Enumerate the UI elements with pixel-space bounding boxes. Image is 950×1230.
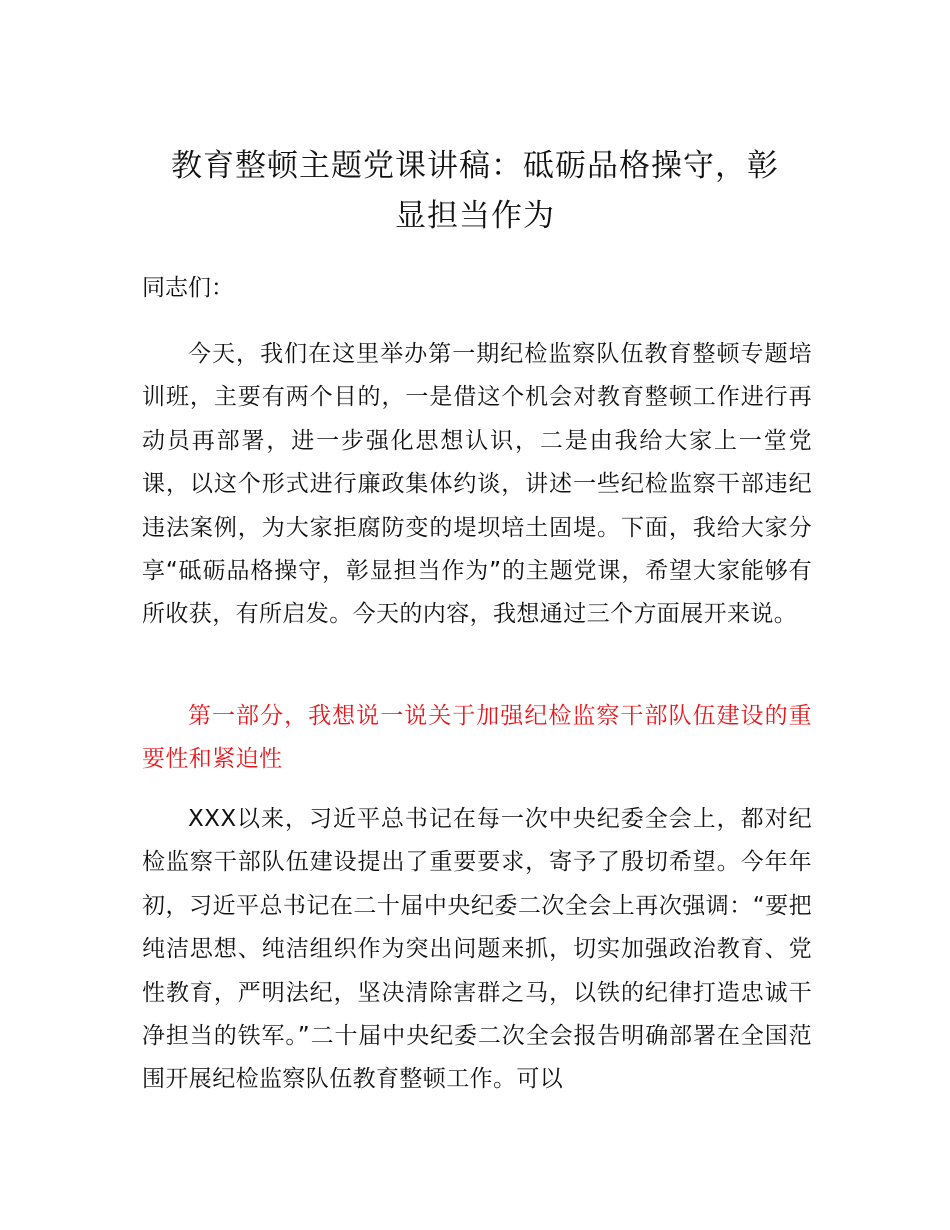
paragraph-intro: 今天，我们在这里举办第一期纪检监察队伍教育整顿专题培训班，主要有两个目的，一是借这个机会对教育整顿工作进行再动员再部署，进一步强化思想认识，二是由我给大家上一堂党课，以这个形式进行廉政集体约谈，讲述一些纪检监察干部违纪违法案例，为大家拒腐防变的堤坝培土固堤。下面，我给大家分享“砥砺品格操守，彰显担当作为”的主题党课，希望大家能够有所收获，有所启发。今天的内容，我想通过三个方面展开来说。: [142, 341, 812, 628]
document-title-line2: 显担当作为: [395, 198, 555, 234]
paragraph-part1-body: XXX以来，习近平总书记在每一次中央纪委全会上，都对纪检监察干部队伍建设提出了重要要求，寄予了殷切希望。今年年初，习近平总书记在二十届中央纪委二次全会上再次强调：“要把纯洁思想、纯洁组织作为突出问题来抓，切实加强政治教育、党性教育，严明法纪，坚决清除害群之马，以铁的纪律打造忠诚干净担当的铁军。”二十届中央纪委二次全会报告明确部署在全国范围开展纪检监察队伍教育整顿工作。可以: [142, 806, 812, 1093]
section-heading-part1: 第一部分，我想说一说关于加强纪检监察干部队伍建设的重要性和紧迫性: [142, 703, 812, 773]
document-title-line1: 教育整顿主题党课讲稿：砥砺品格操守，彰: [171, 148, 779, 184]
salutation: 同志们：: [142, 275, 234, 301]
